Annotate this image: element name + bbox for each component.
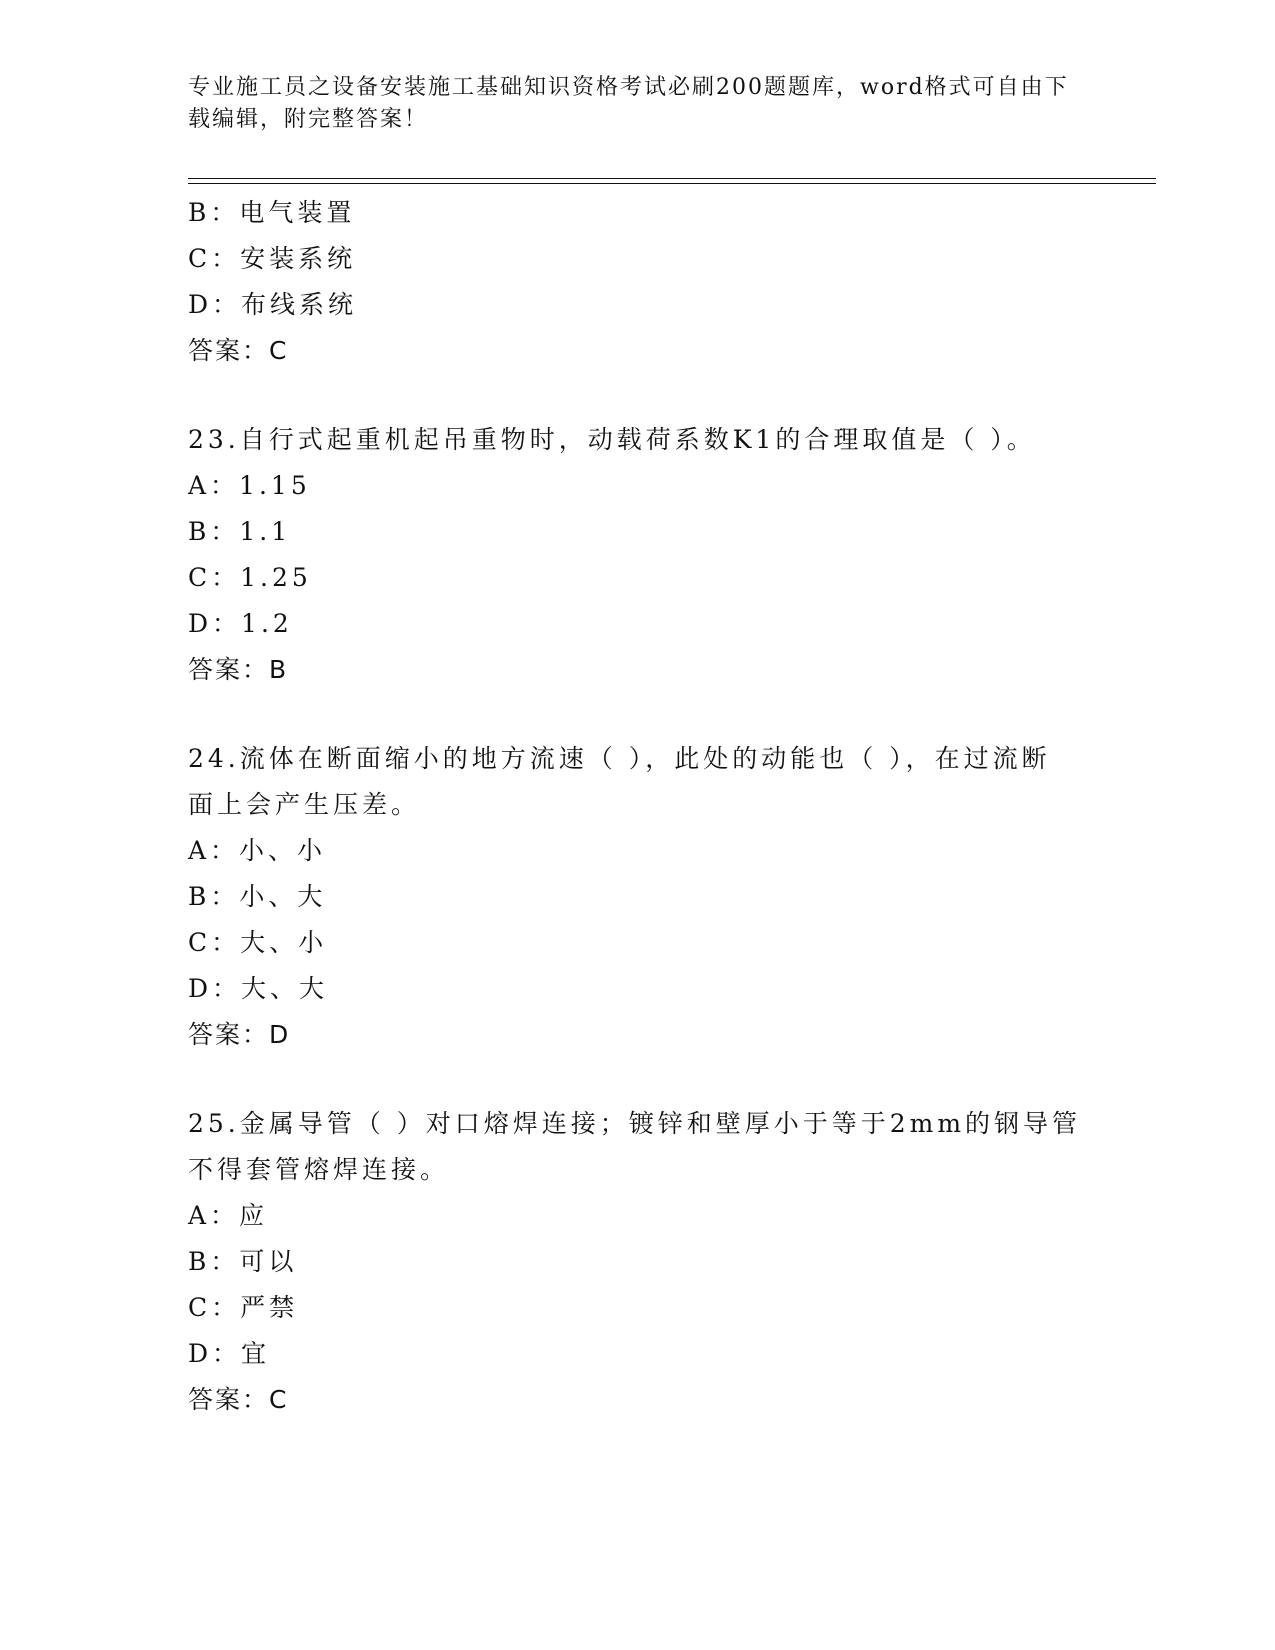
answer-line: 答案：B [188,655,289,684]
option-d: D：1.2 [188,609,293,638]
option-c: C：1.25 [188,563,312,592]
spacer [188,374,1088,417]
question-24 [188,736,1088,1058]
option-b: B：电气装置 [188,198,356,227]
question-list [188,190,1088,1423]
option-b: B：1.1 [188,517,292,546]
header-divider-top [188,178,1156,179]
question-stem: 23.自行式起重机起吊重物时，动载荷系数K1的合理取值是（ ）。 [188,425,1036,454]
option-c: C：安装系统 [188,244,357,273]
question-stem-line-2: 面上会产生压差。 [188,790,421,819]
answer-line: 答案：D [188,1020,291,1049]
spacer [188,693,1088,736]
option-d: D：宜 [188,1339,271,1368]
option-d: D：大、大 [188,974,329,1003]
answer-line: 答案：C [188,336,289,365]
header-divider-bottom [188,183,1156,184]
option-c: C：大、小 [188,928,328,957]
spacer [188,1058,1088,1101]
option-c: C：严禁 [188,1293,299,1322]
question-stem-line-1: 24.流体在断面缩小的地方流速（ ），此处的动能也（ ），在过流断 [188,744,1051,773]
document-title: 专业施工员之设备安装施工基础知识资格考试必刷200题题库，word格式可自由下载编辑，附完整答案！ [188,75,1069,132]
question-22-continued [188,190,1088,374]
option-b: B：小、大 [188,882,327,911]
option-d: D：布线系统 [188,290,358,319]
option-a: A：应 [188,1201,269,1230]
option-a: A：小、小 [188,836,327,865]
option-a: A：1.15 [188,471,311,500]
question-stem-line-1: 25.金属导管（ ）对口熔焊连接；镀锌和壁厚小于等于2mm的钢导管 [188,1109,1082,1138]
question-stem-line-2: 不得套管熔焊连接。 [188,1155,450,1184]
option-b: B：可以 [188,1247,298,1276]
question-23 [188,417,1088,693]
answer-line: 答案：C [188,1385,289,1414]
question-25 [188,1101,1088,1423]
document-header [188,72,1088,136]
